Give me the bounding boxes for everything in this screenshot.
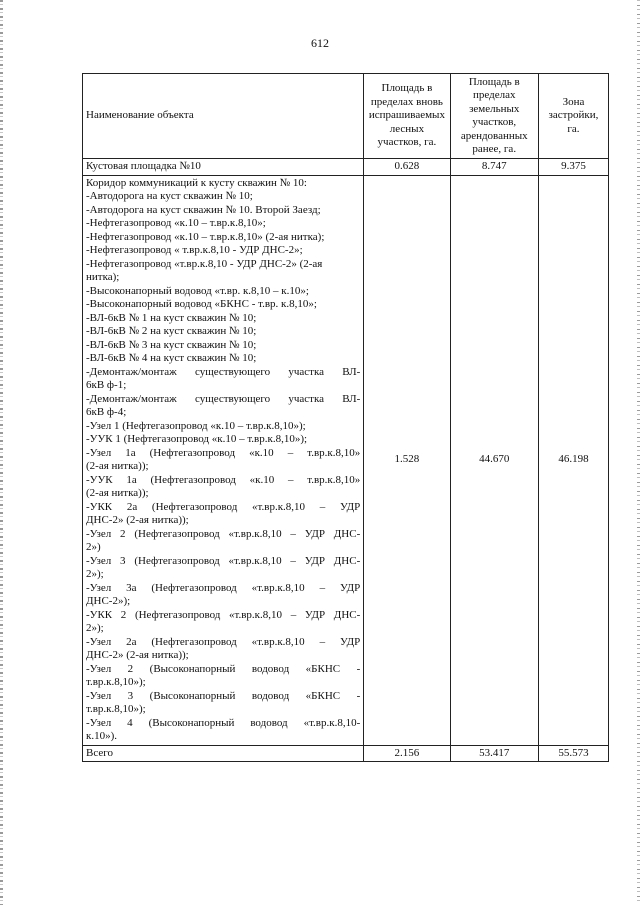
- corridor-line: 2»);: [86, 568, 104, 580]
- corridor-line: -ВЛ-6кВ № 4 на куст скважин № 10;: [86, 352, 257, 364]
- corridor-line: -УУК 1 (Нефтегазопровод «к.10 – т.вр.к.8,10»);: [86, 433, 308, 445]
- corridor-line: -Узел 3 (Нефтегазопровод «т.вр.к.8,10 – УДР ДНС-: [86, 554, 361, 567]
- table-row: [83, 159, 609, 176]
- row-leased-land-area: 53.417: [450, 745, 538, 762]
- corridor-line: -Нефтегазопровод «т.вр.к.8,10 - УДР ДНС-2» (2-ая: [86, 257, 323, 270]
- corridor-line: -ВЛ-6кВ № 3 на куст скважин № 10;: [86, 338, 257, 351]
- corridor-line: -Узел 4 (Высоконапорный водовод «т.вр.к.8,10-: [86, 716, 361, 729]
- corridor-line: -Автодорога на куст скважин № 10;: [86, 190, 253, 202]
- corridor-line: -Нефтегазопровод « т.вр.к.8,10 - УДР ДНС-2»;: [86, 244, 303, 256]
- corridor-line: ДНС-2»);: [86, 595, 131, 607]
- row-name: Кустовая площадка №10: [83, 159, 364, 176]
- corridor-line: -УКК 2 (Нефтегазопровод «т.вр.к.8,10 – УДР ДНС-: [86, 608, 361, 621]
- row-building-zone: 55.573: [538, 745, 608, 762]
- header-object-name: Наименование объекта: [83, 74, 364, 159]
- corridor-line: к.10»).: [86, 730, 118, 742]
- corridor-line: -Демонтаж/монтаж существующего участка ВЛ-: [86, 392, 361, 405]
- corridor-line: ДНС-2» (2-ая нитка));: [86, 514, 189, 526]
- corridor-line: т.вр.к.8,10»);: [86, 676, 146, 688]
- table-row: [83, 175, 609, 745]
- corridor-line: 6кВ ф-4;: [86, 406, 127, 418]
- corridor-line: 6кВ ф-1;: [86, 379, 127, 391]
- row-leased-land-area: 8.747: [450, 159, 538, 176]
- corridor-line: -Узел 1 (Нефтегазопровод «к.10 – т.вр.к.8,10»);: [86, 419, 306, 432]
- header-building-zone: Зона застройки, га.: [538, 74, 608, 159]
- row-new-forest-area: 2.156: [364, 745, 450, 762]
- corridor-line: -Узел 2 (Нефтегазопровод «т.вр.к.8,10 – УДР ДНС-: [86, 527, 361, 540]
- table-header-row: [83, 74, 609, 159]
- row-building-zone: 46.198: [538, 175, 608, 745]
- corridor-line: -Высоконапорный водовод «БКНС - т.вр. к.8,10»;: [86, 298, 317, 310]
- corridor-line: 2»);: [86, 622, 104, 634]
- row-name: Всего: [83, 745, 364, 762]
- scan-edge-left: [0, 0, 3, 905]
- corridor-line: -Демонтаж/монтаж существующего участка ВЛ-: [86, 365, 361, 378]
- table-total-row: [83, 745, 609, 762]
- corridor-line: -УКК 2а (Нефтегазопровод «т.вр.к.8,10 – УДР: [86, 500, 361, 513]
- corridor-line: 2»): [86, 541, 101, 553]
- corridor-line: -Узел 2а (Нефтегазопровод «т.вр.к.8,10 – УДР: [86, 635, 361, 648]
- corridor-line: -УУК 1а (Нефтегазопровод «к.10 – т.вр.к.8,10»: [86, 473, 361, 486]
- row-corridor-description: [83, 175, 364, 745]
- corridor-line: -Узел 1а (Нефтегазопровод «к.10 – т.вр.к.8,10»: [86, 446, 361, 459]
- header-new-forest-area: Площадь в пределах вновь испрашиваемых лесных участков, га.: [364, 74, 450, 159]
- corridor-line: т.вр.к.8,10»);: [86, 703, 146, 715]
- corridor-line: -Высоконапорный водовод «т.вр. к.8,10 – к.10»;: [86, 284, 309, 297]
- row-new-forest-area: 1.528: [364, 175, 450, 745]
- area-table: [82, 73, 609, 762]
- corridor-line: -Нефтегазопровод «к.10 – т.вр.к.8,10» (2-ая нитка);: [86, 230, 325, 243]
- corridor-line: (2-ая нитка));: [86, 460, 149, 472]
- corridor-line: -ВЛ-6кВ № 1 на куст скважин № 10;: [86, 311, 257, 324]
- corridor-line: -Узел 3а (Нефтегазопровод «т.вр.к.8,10 – УДР: [86, 581, 361, 594]
- corridor-line: ДНС-2» (2-ая нитка));: [86, 649, 189, 661]
- corridor-line: нитка);: [86, 271, 120, 283]
- corridor-line: -Нефтегазопровод «к.10 – т.вр.к.8,10»;: [86, 217, 266, 229]
- corridor-line: (2-ая нитка));: [86, 487, 149, 499]
- corridor-line: Коридор коммуникаций к кусту скважин № 10:: [86, 176, 307, 189]
- header-leased-land-area: Площадь в пределах земельных участков, арендованных ранее, га.: [450, 74, 538, 159]
- row-new-forest-area: 0.628: [364, 159, 450, 176]
- corridor-line: -Автодорога на куст скважин № 10. Второй Заезд;: [86, 203, 321, 216]
- page-number: 612: [311, 36, 329, 50]
- row-leased-land-area: 44.670: [450, 175, 538, 745]
- row-building-zone: 9.375: [538, 159, 608, 176]
- corridor-line: -Узел 2 (Высоконапорный водовод «БКНС -: [86, 662, 361, 675]
- corridor-line: -Узел 3 (Высоконапорный водовод «БКНС -: [86, 689, 361, 702]
- corridor-line: -ВЛ-6кВ № 2 на куст скважин № 10;: [86, 325, 257, 337]
